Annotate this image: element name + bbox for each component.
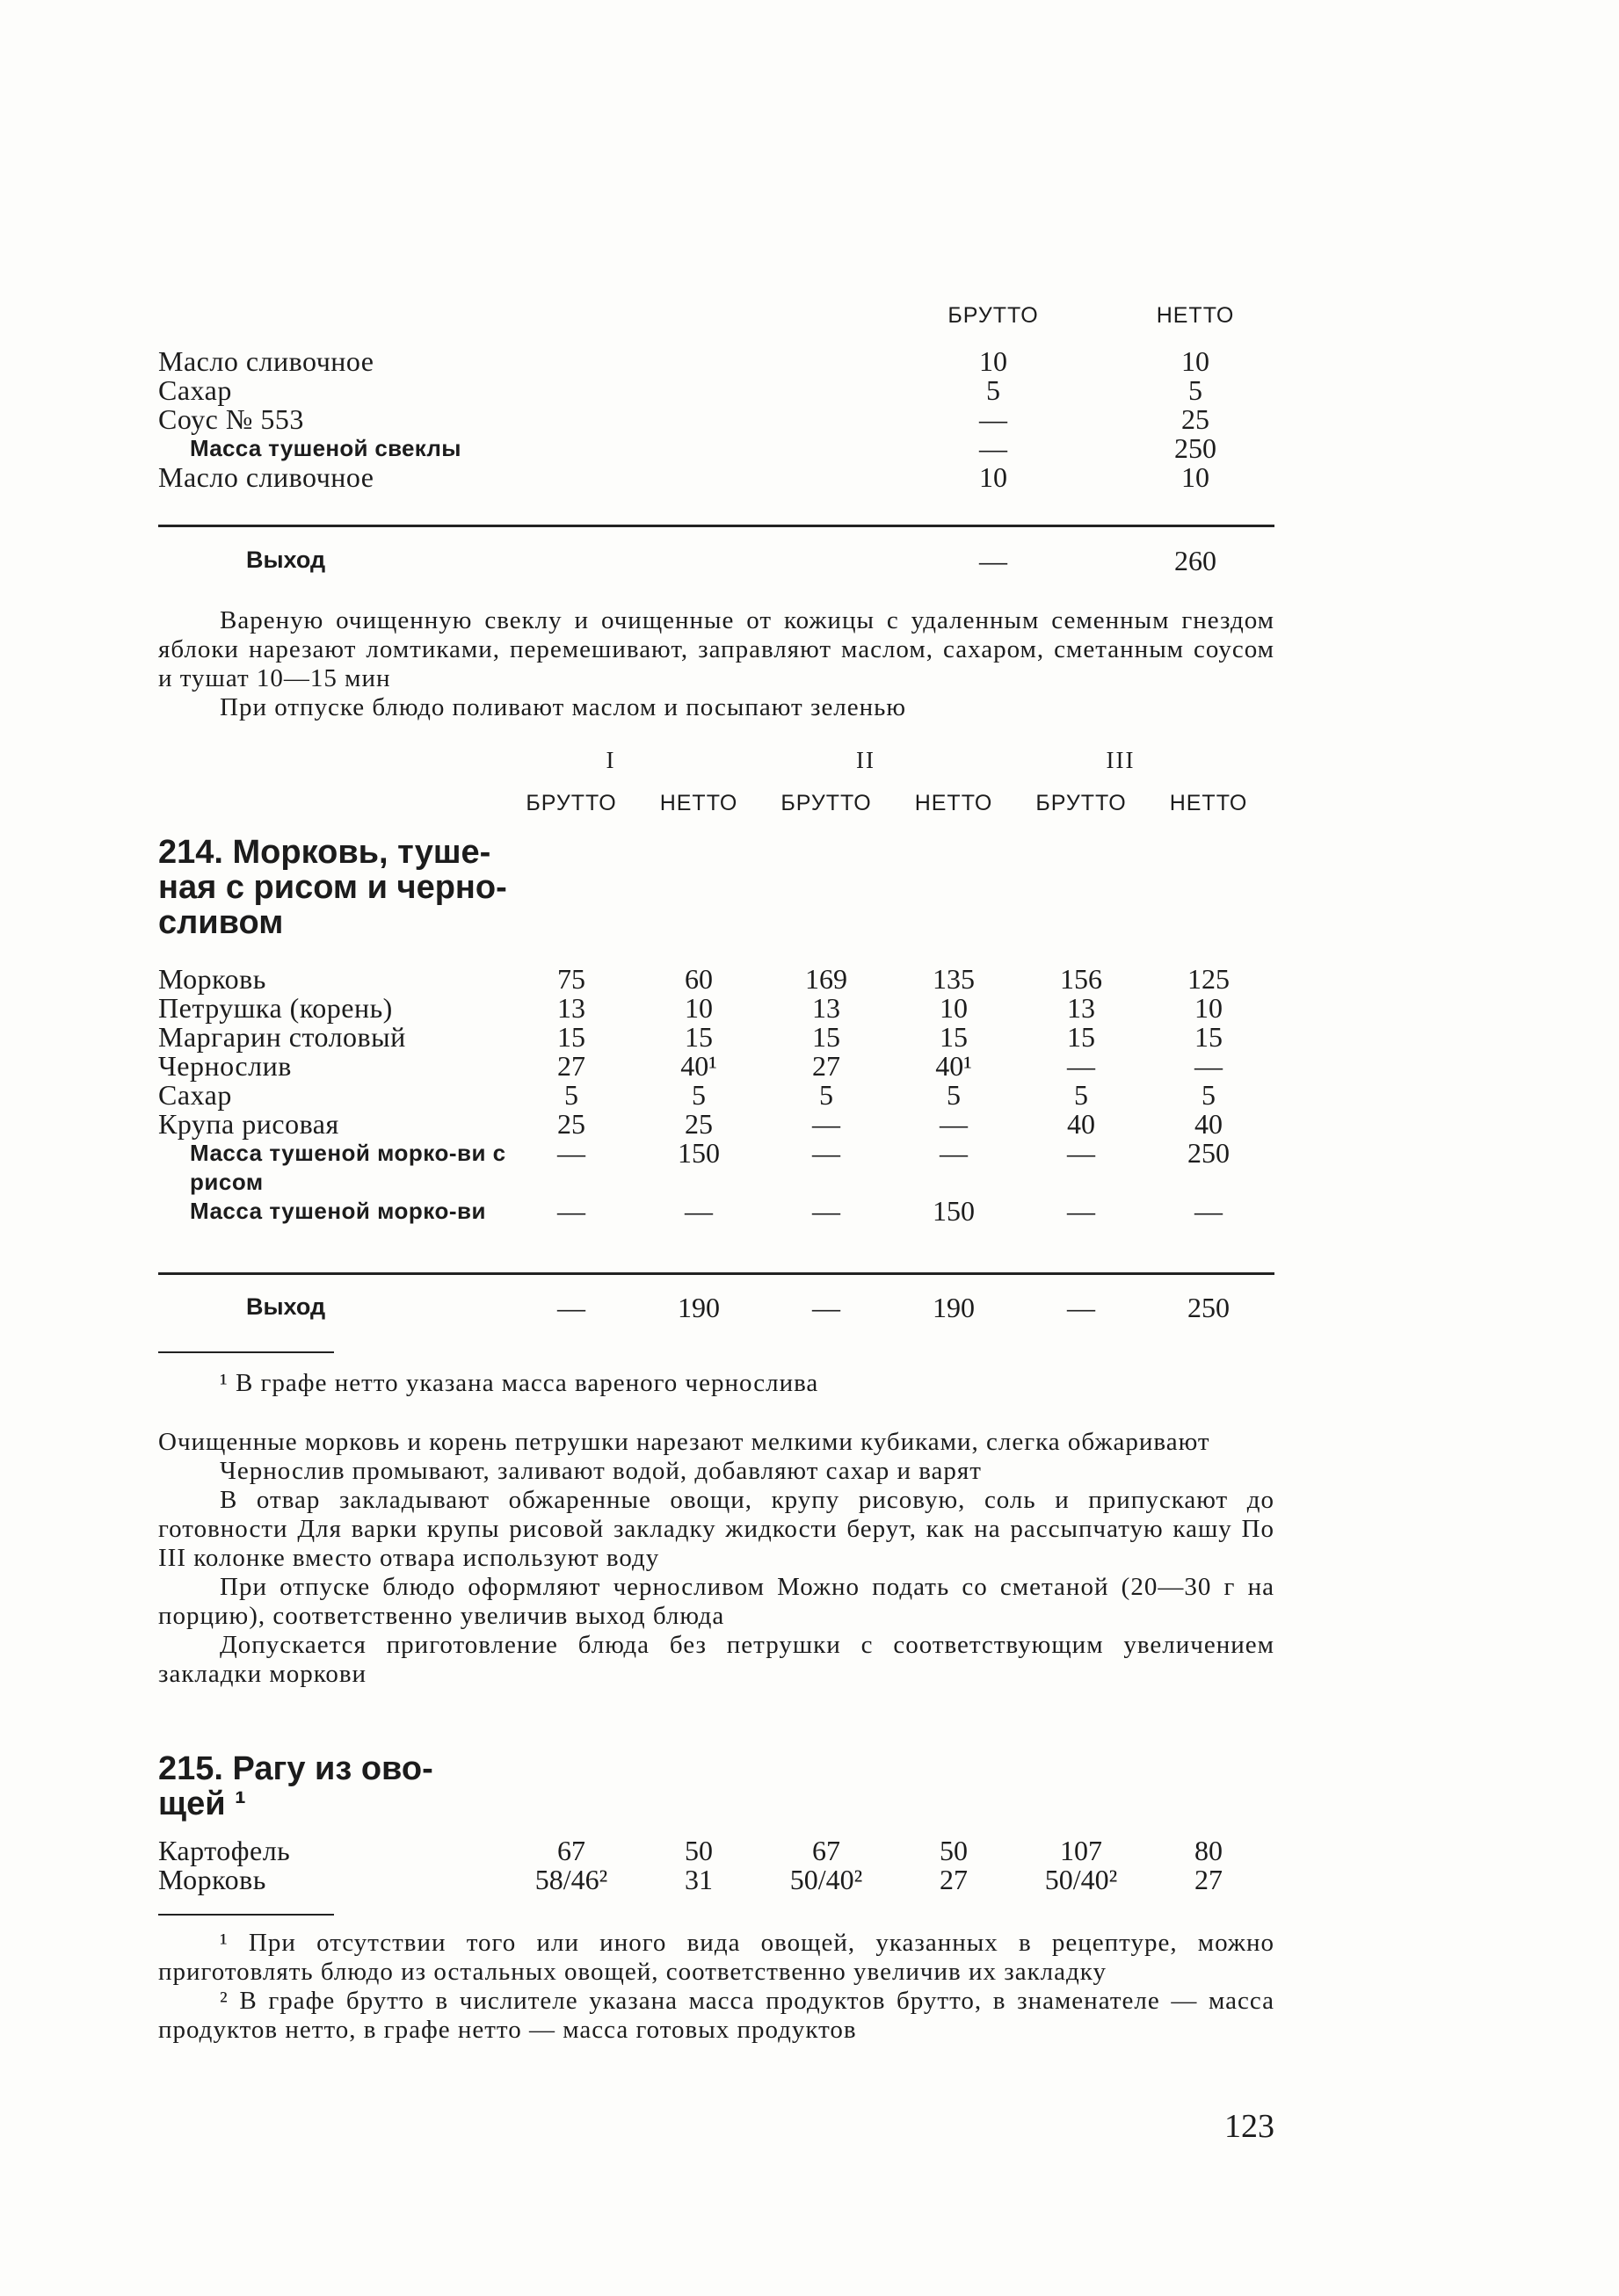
paragraph: Очищенные морковь и корень петрушки нарезают мелкими кубиками, слегка обжаривают	[158, 1428, 1210, 1456]
amount-cell: 150	[933, 1195, 975, 1227]
top-header-netto: НЕТТО	[1156, 303, 1235, 328]
recipe-215-footnotes	[158, 1929, 1274, 2045]
book-page	[158, 0, 1274, 2296]
page-number: 123	[1224, 2108, 1274, 2145]
col-header: НЕТТО	[659, 791, 738, 815]
footnote-text: ¹ В графе нетто указана масса вареного чернослива	[220, 1369, 819, 1397]
amount-cell: 125	[1187, 963, 1230, 995]
amount-cell: 40¹	[680, 1050, 717, 1082]
amount-cell: 5	[947, 1079, 961, 1111]
ingredient-name: Крупа рисовая	[158, 1108, 339, 1140]
title-line: сливом	[158, 904, 284, 941]
amount-cell: 60	[685, 963, 713, 995]
amount-cell: —	[1067, 1050, 1095, 1082]
top-header-brutto: БРУТТО	[947, 303, 1039, 328]
top-row-netto: 10	[1181, 345, 1209, 377]
recipe-215-title	[158, 1751, 433, 1822]
amount-cell: 5	[564, 1079, 578, 1111]
top-row-name: Соус № 553	[158, 403, 304, 435]
footnote-text: ¹ При отсутствии того или иного вида овощей, указанных в рецептуре, можно приготовлять блюдо из остальных овощей, соответственно увеличив их закладку	[158, 1929, 1274, 1986]
top-yield-label: Выход	[246, 547, 326, 573]
amount-cell: 13	[1067, 992, 1095, 1024]
amount-cell: —	[1067, 1195, 1095, 1227]
amount-cell: 5	[1202, 1079, 1216, 1111]
footnote-rule	[158, 1914, 334, 1916]
amount-cell: —	[1194, 1050, 1223, 1082]
amount-cell: —	[812, 1195, 840, 1227]
amount-cell: 135	[933, 963, 975, 995]
recipe-214-rule	[158, 1272, 1274, 1275]
ingredient-name: Картофель	[158, 1835, 291, 1866]
amount-cell: 10	[1194, 992, 1223, 1024]
top-row-netto: 25	[1181, 403, 1209, 435]
amount-cell: 40¹	[935, 1050, 972, 1082]
top-row-name: Сахар	[158, 374, 232, 406]
ingredient-name: Морковь	[158, 963, 266, 995]
amount-cell: 5	[1074, 1079, 1088, 1111]
top-yield-netto: 260	[1174, 545, 1216, 576]
top-row-name: Масло сливочное	[158, 345, 374, 377]
amount-cell: 250	[1187, 1137, 1230, 1169]
amount-cell: 67	[557, 1835, 585, 1866]
amount-cell: 15	[685, 1021, 713, 1053]
amount-cell: —	[1194, 1195, 1223, 1227]
col-header: БРУТТО	[780, 791, 872, 815]
amount-cell: —	[685, 1195, 713, 1227]
yield-cell: —	[812, 1292, 840, 1323]
amount-cell: 31	[685, 1864, 713, 1895]
col-header: БРУТТО	[526, 791, 617, 815]
title-line: 215. Рагу из ово-	[158, 1750, 433, 1787]
amount-cell: —	[1067, 1137, 1095, 1169]
col-header: НЕТТО	[1169, 791, 1248, 815]
ingredient-name: Петрушка (корень)	[158, 992, 393, 1024]
yield-cell: —	[1067, 1292, 1095, 1323]
amount-cell: 50	[940, 1835, 968, 1866]
amount-cell: —	[940, 1137, 968, 1169]
top-row-brutto: —	[979, 432, 1007, 464]
amount-cell: 150	[678, 1137, 720, 1169]
amount-cell: 10	[685, 992, 713, 1024]
amount-cell: 27	[1194, 1864, 1223, 1895]
group-header-i: I	[606, 747, 616, 773]
top-yield-brutto: —	[979, 545, 1007, 576]
yield-cell: 250	[1187, 1292, 1230, 1323]
top-row-brutto: 5	[986, 374, 1000, 406]
title-line: щей ¹	[158, 1785, 246, 1822]
amount-cell: 5	[819, 1079, 833, 1111]
paragraph: При отпуске блюдо оформляют черносливом Можно подать со сметаной (20—30 г на порцию), соответственно увеличив выход блюда	[158, 1573, 1274, 1630]
amount-cell: 13	[812, 992, 840, 1024]
yield-cell: 190	[678, 1292, 720, 1323]
group-header-ii: II	[856, 747, 875, 773]
amount-cell: 67	[812, 1835, 840, 1866]
footnote-rule	[158, 1351, 334, 1353]
recipe-214-yield-label: Выход	[246, 1293, 326, 1320]
amount-cell: 80	[1194, 1835, 1223, 1866]
ingredient-name: Масса тушеной морко-ви	[190, 1198, 486, 1224]
amount-cell: 27	[940, 1864, 968, 1895]
footnote-text: ² В графе брутто в числителе указана масса продуктов брутто, в знаменателе — масса продуктов нетто, в графе нетто — масса готовых продуктов	[158, 1987, 1274, 2044]
top-row-netto: 10	[1181, 461, 1209, 493]
top-row-netto: 5	[1188, 374, 1202, 406]
paragraph: При отпуске блюдо поливают маслом и посыпают зеленью	[220, 693, 907, 721]
amount-cell: —	[940, 1108, 968, 1140]
col-header: БРУТТО	[1035, 791, 1127, 815]
amount-cell: 25	[685, 1108, 713, 1140]
amount-cell: 156	[1060, 963, 1102, 995]
amount-cell: 58/46²	[534, 1864, 608, 1895]
ingredient-name: Масса тушеной морко-ви с рисом	[190, 1140, 506, 1195]
top-row-brutto: 10	[979, 461, 1007, 493]
amount-cell: 169	[805, 963, 847, 995]
ingredient-name: Сахар	[158, 1079, 232, 1111]
group-header-iii: III	[1106, 747, 1136, 773]
amount-cell: 15	[940, 1021, 968, 1053]
amount-cell: 107	[1060, 1835, 1102, 1866]
amount-cell: 40	[1194, 1108, 1223, 1140]
amount-cell: —	[812, 1108, 840, 1140]
amount-cell: 50/40²	[789, 1864, 863, 1895]
yield-cell: —	[557, 1292, 585, 1323]
paragraph: Вареную очищенную свеклу и очищенные от кожицы с удаленным семенным гнездом яблоки нарезают ломтиками, перемешивают, заправляют маслом, сахаром, сметанным соусом и тушат 10—15 мин	[158, 606, 1274, 692]
col-header: НЕТТО	[914, 791, 993, 815]
top-row-brutto: —	[979, 403, 1007, 435]
top-row-name-bold: Масса тушеной свеклы	[190, 435, 461, 461]
top-row-brutto: 10	[979, 345, 1007, 377]
paragraph: В отвар закладывают обжаренные овощи, крупу рисовую, соль и припускают до готовности Для варки крупы рисовой закладку жидкости берут, как на рассыпчатую кашу По III колонке вместо отвара используют воду	[158, 1486, 1274, 1572]
amount-cell: —	[812, 1137, 840, 1169]
amount-cell: 15	[557, 1021, 585, 1053]
ingredient-name: Маргарин столовый	[158, 1021, 406, 1053]
top-row-netto: 250	[1174, 432, 1216, 464]
recipe-214-footnote	[158, 1369, 1274, 1398]
amount-cell: 13	[557, 992, 585, 1024]
amount-cell: 40	[1067, 1108, 1095, 1140]
amount-cell: 50	[685, 1835, 713, 1866]
amount-cell: 15	[812, 1021, 840, 1053]
top-table-rule	[158, 525, 1274, 527]
paragraph: Допускается приготовление блюда без петрушки с соответствующим увеличением закладки моркови	[158, 1631, 1274, 1688]
amount-cell: 50/40²	[1044, 1864, 1118, 1895]
amount-cell: —	[557, 1195, 585, 1227]
top-instructions	[158, 606, 1274, 722]
top-row-name: Масло сливочное	[158, 461, 374, 493]
ingredient-name: Чернослив	[158, 1050, 292, 1082]
yield-cell: 190	[933, 1292, 975, 1323]
recipe-214-instructions	[158, 1428, 1274, 1689]
title-line: 214. Морковь, туше-	[158, 834, 491, 871]
paragraph: Чернослив промывают, заливают водой, добавляют сахар и варят	[220, 1457, 982, 1485]
ingredient-name: Морковь	[158, 1864, 266, 1895]
amount-cell: 10	[940, 992, 968, 1024]
amount-cell: 15	[1194, 1021, 1223, 1053]
amount-cell: —	[557, 1137, 585, 1169]
amount-cell: 25	[557, 1108, 585, 1140]
recipe-214-title	[158, 835, 507, 940]
amount-cell: 75	[557, 963, 585, 995]
amount-cell: 27	[557, 1050, 585, 1082]
amount-cell: 15	[1067, 1021, 1095, 1053]
amount-cell: 5	[692, 1079, 706, 1111]
amount-cell: 27	[812, 1050, 840, 1082]
title-line: ная с рисом и черно-	[158, 869, 507, 906]
